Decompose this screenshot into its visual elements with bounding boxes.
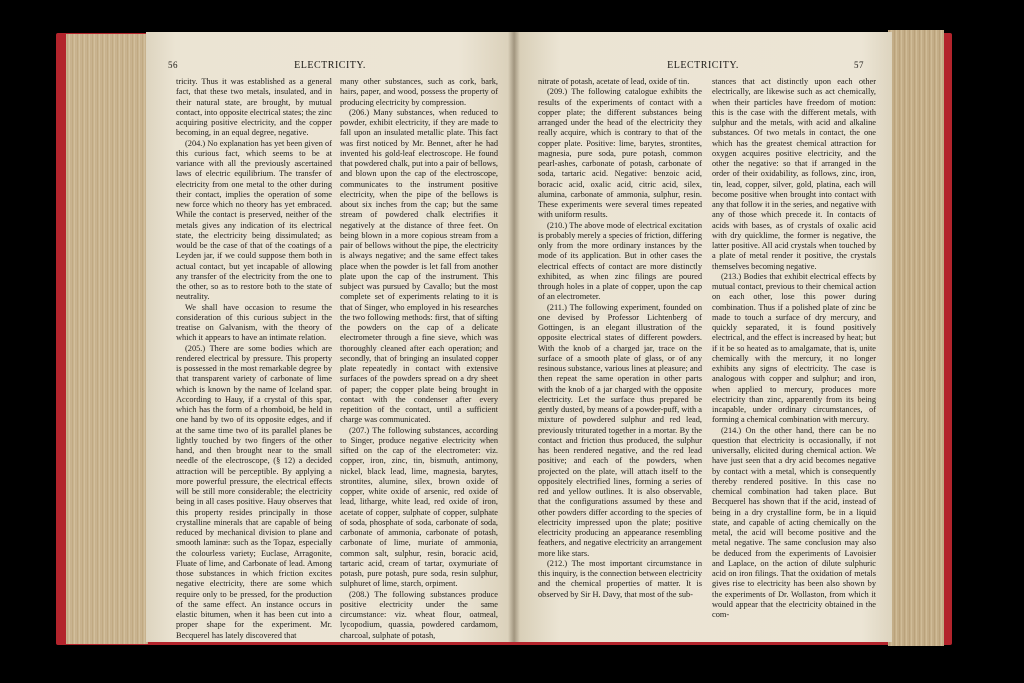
- paragraph: many other substances, such as cork, bark, hairs, paper, and wood, possess the property of producing electricity by compression.: [340, 77, 498, 107]
- paragraph: (211.) The following experiment, founded on one devised by Professor Lichtenberg of Gottingen, is an elegant illustration of the opposite electrical states of different powders. With the knob of a charged jar, trace on the surface of a smooth plate of glass, or of any resinous substance, various lines at pleasure; and then repeat the same operation in other parts with the knob of a jar charged with the opposite electricity. Let the surface thus prepared be gently dusted, by means of a powder-puff, with a mixture of powdered sulphur and red lead, previously triturated together in a mortar. By the contact and friction thus produced, the sulphur has been rendered negative, and the red lead positive; and each of the powders, when projected on the plate, will attach itself to the oppositely electrified lines, forming a series of red and yellow outlines. It is also observable, that the configurations assumed by these and other powders differ according to the species of electricity impressed upon the plate; positive electricity producing an appearance resembling feathers, and negative electricity an arrangement more like stars.: [538, 302, 702, 558]
- paragraph: (209.) The following catalogue exhibits the results of the experiments of contact with a copper plate; the different substances being arranged under the head of the electricity they really acquire, which is contrary to that of the copper plate. Positive: lime, barytes, strontites, magnesia, pure soda, pure potash, common pearl-ashes, carbonate of potash, carbonate of soda, tartaric acid. Negative: benzoic acid, boracic acid, oxalic acid, citric acid, silex, alumina, carbonate of ammonia, sulphur, resin. These experiments were several times repeated with uniform results.: [538, 87, 702, 220]
- paragraph: (214.) On the other hand, there can be no question that electricity is occasionally, if not universally, elicited during chemical action. We have just seen that a dry acid becomes negative by contact with a metal, which is consequently thereby rendered positive. In this case no chemical combination had taken place. But Becquerel has shown that if the acid, instead of being in a dry crystalline form, be in a liquid state, and capable of acting chemically on the metal, the acid will become positive and the metal negative. The same conclusion may also be deduced from the experiments of Lavoisier and Laplace, on the action of dilute sulphuric acid on iron filings. That the oxidation of metals gives rise to electricity has been also shown by the experiments of Dr. Wollaston, from which it would appear that the electricity obtained in the com-: [712, 425, 876, 619]
- paragraph: stances that act distinctly upon each other electrically, are likewise such as act chemically, when their particles have freedom of motion: this is the case with the different metals, with sulphur and the metals, with acid and alkaline substances. Of two metals in contact, the one which has the greatest chemical attraction for oxygen acquires positive electricity, and the other the negative: so that if arranged in the order of their oxidability, as follows, zinc, iron, tin, lead, copper, silver, gold, platina, each will become positive when brought into contact with any that follow it in the series, and negative with any of those which precede it. In contacts of acids with bases, as of crystals of oxalic acid with dry quicklime, the former is negative, the latter positive. All acid crystals when touched by a plate of metal render it positive, the crystals themselves becoming negative.: [712, 77, 876, 271]
- running-head-right: [514, 60, 892, 74]
- page-number-left: 56: [168, 60, 178, 70]
- paragraph: tricity. Thus it was established as a general fact, that these two metals, insulated, and in their natural state, are brought, by mutual contact, into opposite electrical states; the zinc acquiring positive electricity, and the copper becoming, in an equal degree, negative.: [176, 77, 332, 138]
- right-page: [514, 32, 892, 642]
- book-gutter: [508, 32, 520, 642]
- page-number-right: 57: [854, 60, 864, 70]
- paragraph: We shall have occasion to resume the consideration of this curious subject in the treatise on Galvanism, with the theory of which it appears to have an intimate relation.: [176, 302, 332, 343]
- page-edges-left: [66, 34, 148, 644]
- paragraph: (207.) The following substances, according to Singer, produce negative electricity when sifted on the cap of the electrometer: viz. copper, iron, zinc, tin, bismuth, antimony, nickel, black lead, lime, magnesia, barytes, strontites, alumine, silex, brown oxide of copper, white oxide of arsenic, red oxide of lead, litharge, white lead, red oxide of iron, acetate of copper, sulphate of copper, sulphate of soda, phosphate of soda, carbonate of soda, carbonate of ammonia, carbonate of potash, carbonate of lime, muriate of ammonia, common salt, sulphur, resin, boracic acid, tartaric acid, cream of tartar, oxymuriate of potash, pure potash, pure soda, resin sulphur, sulphuret of lime, starch, orpiment.: [340, 425, 498, 589]
- paragraph: (204.) No explanation has yet been given of this curious fact, which seems to be at variance with all the previously ascertained laws of electric equilibrium. The transfer of electricity from one metal to the other during their contact, implies the operation of some new force which no theory has yet embraced. While the contact is preserved, neither of the metals gives any indication of its electrical state, the electricity being dissimulated; as would be the case of that of the coatings of a Leyden jar, if we could suppose them both in actual contact, but yet incapable of allowing any transfer of the electricity from the one to the other, so as to restore both to the state of neutrality.: [176, 138, 332, 302]
- paragraph: (213.) Bodies that exhibit electrical effects by mutual contact, previous to their chemical action on each other, lose this power during combination. Thus if a polished plate of zinc be made to touch a surface of dry mercury, and quickly separated, it is found positively electrical, and the effect is increased by heat; but if it be so heated as to amalgamate, that is, unite chemically with the mercury, it no longer exhibits any signs of electricity. The case is analogous with copper and sulphur; and iron, when applied to mercury, produces more electricity than zinc, apparently from its being incapable, under ordinary circumstances, of forming a chemical combination with mercury.: [712, 271, 876, 425]
- left-column-1: [176, 77, 332, 640]
- page-edges-right: [888, 30, 944, 646]
- paragraph: (206.) Many substances, when reduced to powder, exhibit electricity, if they are made to fall upon an insulated metallic plate. This fact was first noticed by Mr. Bennet, after he had invented his gold-leaf electroscope. He found that powdered chalk, put into a pair of bellows, and blown upon the cap of the electroscope, communicates to the instrument positive electricity, when the pipe of the bellows is about six inches from the cap; but the same stream of powdered chalk electrifies it negatively at the distance of three feet. On being blown in a more copious stream from a pair of bellows without the pipe, the electricity is always negative; and the same effect takes place when the powder is let fall from another plate upon the cap of the instrument. This subject was pursued by Cavallo; but the most complete set of experiments relating to it is that of Singer, who employed in his researches the two following methods: first, that of sifting the powders on the cap of a delicate electrometer through a fine sieve, which was thoroughly cleaned after each operation; and secondly, that of bringing an insulated copper plate repeatedly in contact with extensive surfaces of the powders spread on a dry sheet of paper; the copper plate being brought in contact with the condenser after every repetition of the contact, until a sufficient charge was communicated.: [340, 107, 498, 425]
- left-column-2: [340, 77, 498, 640]
- right-column-2: [712, 77, 876, 632]
- left-page: [146, 32, 514, 642]
- right-column-1: [538, 77, 702, 632]
- running-title-left: ELECTRICITY.: [294, 60, 366, 71]
- paragraph: (208.) The following substances produce positive electricity under the same circumstance: viz. wheat flour, oatmeal, lycopodium, quassia, powdered cardamom, charcoal, sulphate of potash,: [340, 589, 498, 640]
- paragraph: (210.) The above mode of electrical excitation is probably merely a species of friction, differing only from the more ordinary instances by the mode of its application. But in other cases the electrical effects of contact are more distinctly exhibited, as when zinc filings are poured through holes in a plate of copper, upon the cap of an electrometer.: [538, 220, 702, 302]
- paragraph: nitrate of potash, acetate of lead, oxide of tin.: [538, 77, 690, 86]
- paragraph: (205.) There are some bodies which are rendered electrical by pressure. This property is possessed in the most remarkable degree by that transparent variety of carbonate of lime which is known by the name of Iceland spar. According to Hauy, if a crystal of this spar, which has the form of a rhomboid, be held in one hand by two of its opposite edges, and if at the same time two of its parallel planes be lightly touched by two fingers of the other hand, and then brought near to the small needle of the electroscope, (§ 12) a decided attraction will be perceptible. By applying a more powerful pressure, the electrical effects will be still more considerable; the electricity being in all cases positive. Hauy observes that this property resides principally in those crystalline minerals that are capable of being reduced by mechanical division to plane and smooth laminæ: such as the Topaz, especially the colourless variety; Euclase, Arragonite, Fluate of lime, and Carbonate of lead. Among those substances in which friction excites negative electricity, there are some which require only to be pressed, for the production of the same effect. An instance occurs in elastic bitumen, when it has been cut into a proper shape for the experiment. Mr. Becquerel has lately discovered that: [176, 343, 332, 640]
- running-head-left: [146, 60, 514, 74]
- paragraph: (212.) The most important circumstance in this inquiry, is the connection between electricity and the chemical properties of matter. It is observed by Sir H. Davy, that most of the sub-: [538, 558, 702, 599]
- running-title-right: ELECTRICITY.: [667, 60, 739, 71]
